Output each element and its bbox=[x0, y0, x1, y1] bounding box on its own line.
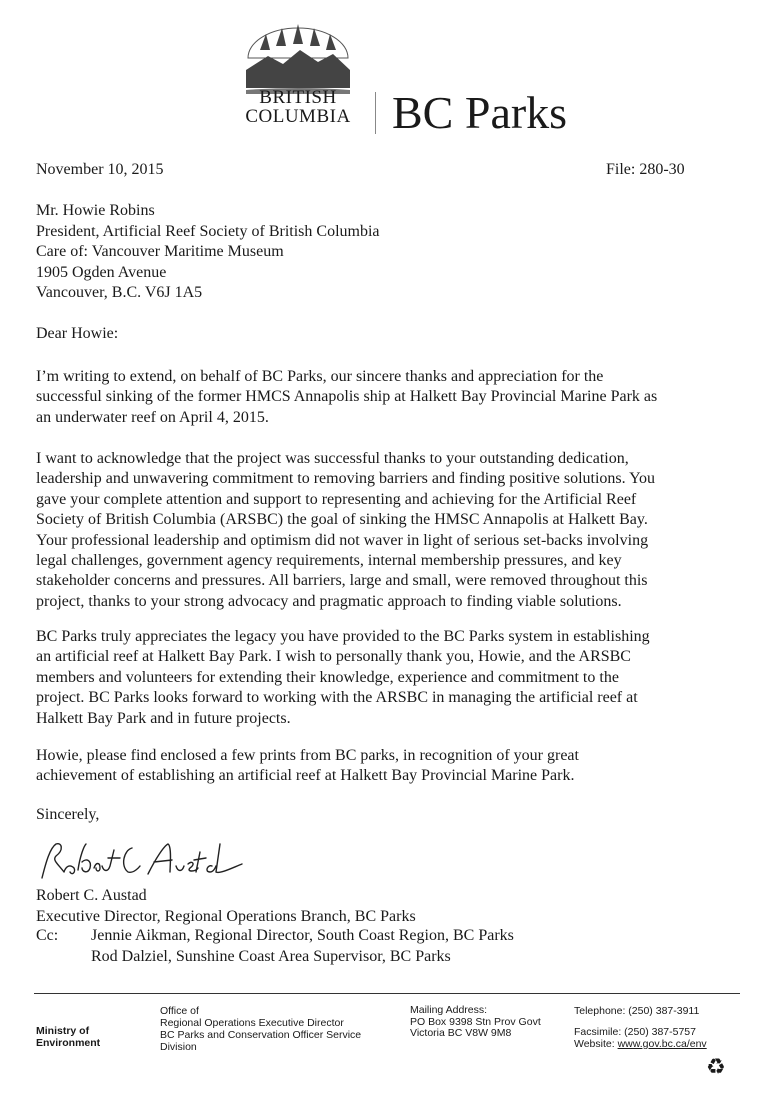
text-line: project, thanks to your strong advocacy and pragmatic approach to finding viable solutions. bbox=[36, 592, 622, 610]
text-line: Society of British Columbia (ARSBC) the goal of sinking the HMSC Annapolis at Halkett Bay. bbox=[36, 511, 648, 529]
text-line: an underwater reef on April 4, 2015. bbox=[36, 408, 269, 426]
recipient-line: Vancouver, B.C. V6J 1A5 bbox=[36, 284, 203, 301]
text-line: legal challenges, government agency requirements, internal membership pressures, and key bbox=[36, 552, 622, 570]
text-line: leadership and unwavering commitment to removing barriers and finding positive solutions. You bbox=[36, 470, 656, 488]
mailing-line: Victoria BC V8W 9M8 bbox=[410, 1027, 512, 1039]
cc-recipient: Rod Dalziel, Sunshine Coast Area Supervisor, BC Parks bbox=[91, 947, 451, 965]
cc-recipient: Jennie Aikman, Regional Director, South Coast Region, BC Parks bbox=[91, 927, 514, 944]
salutation: Dear Howie: bbox=[36, 325, 119, 342]
agency-name: BC Parks bbox=[392, 87, 568, 138]
recipient-line: President, Artificial Reef Society of British Columbia bbox=[36, 222, 380, 240]
text-line: members and volunteers for extending their knowledge, experience and commitment to the bbox=[36, 668, 619, 686]
text-line: successful sinking of the former HMCS Annapolis ship at Halkett Bay Provincial Marine Park as bbox=[36, 388, 658, 406]
signer-name: Robert C. Austad bbox=[36, 887, 147, 904]
office-line: BC Parks and Conservation Officer Service bbox=[160, 1029, 362, 1041]
cc-list bbox=[91, 926, 514, 967]
recycle-icon: ♻ bbox=[706, 1054, 726, 1079]
body-paragraph-4 bbox=[36, 746, 736, 787]
ministry-line: Ministry of bbox=[36, 1025, 90, 1037]
office-info bbox=[160, 1005, 361, 1053]
website-row bbox=[574, 1038, 707, 1050]
letter-date: November 10, 2015 bbox=[36, 161, 164, 178]
footer-rule bbox=[34, 993, 740, 994]
body-paragraph-1 bbox=[36, 367, 736, 428]
province-line1: BRITISH bbox=[259, 87, 337, 108]
text-line: I’m writing to extend, on behalf of BC Parks, our sincere thanks and appreciation for the bbox=[36, 368, 604, 385]
office-line: Regional Operations Executive Director bbox=[160, 1017, 344, 1029]
text-line: achievement of establishing an artificial reef at Halkett Bay Provincial Marine Park. bbox=[36, 767, 575, 785]
mailing-address bbox=[410, 1005, 541, 1040]
recipient-line: 1905 Ogden Avenue bbox=[36, 263, 167, 281]
text-line: an artificial reef at Halkett Bay Park. I wish to personally thank you, Howie, and the ARSBC bbox=[36, 648, 631, 666]
body-paragraph-3 bbox=[36, 627, 736, 729]
handwritten-signature bbox=[36, 838, 246, 884]
recipient-address bbox=[36, 201, 380, 304]
signer-title: Executive Director, Regional Operations Branch, BC Parks bbox=[36, 907, 416, 925]
file-number: File: 280-30 bbox=[606, 161, 685, 178]
cc-label: Cc: bbox=[36, 927, 59, 944]
text-line: Howie, please find enclosed a few prints from BC parks, in recognition of your great bbox=[36, 747, 579, 764]
contact-info bbox=[574, 1005, 707, 1050]
facsimile: Facsimile: (250) 387-5757 bbox=[574, 1026, 696, 1038]
text-line: I want to acknowledge that the project was successful thanks to your outstanding dedication, bbox=[36, 450, 629, 467]
ministry-line: Environment bbox=[36, 1037, 101, 1049]
telephone: Telephone: (250) 387-3911 bbox=[574, 1005, 700, 1017]
website-label: Website: bbox=[574, 1038, 618, 1050]
signer-block bbox=[36, 886, 416, 927]
text-line: Your professional leadership and optimism did not waver in light of serious set-backs involving bbox=[36, 531, 649, 549]
text-line: gave your complete attention and support to representing and achieving for the Artificial Reef bbox=[36, 490, 637, 508]
text-line: stakeholder concerns and pressures. All barriers, large and small, were removed throughout this bbox=[36, 572, 648, 590]
office-line: Office of bbox=[160, 1005, 199, 1017]
province-name bbox=[222, 88, 374, 126]
mailing-line: Mailing Address: bbox=[410, 1004, 488, 1016]
mailing-line: PO Box 9398 Stn Prov Govt bbox=[410, 1015, 541, 1028]
text-line: BC Parks truly appreciates the legacy you have provided to the BC Parks system in establishing bbox=[36, 628, 650, 645]
text-line: Halkett Bay Park and in future projects. bbox=[36, 709, 291, 727]
text-line: project. BC Parks looks forward to working with the ARSBC in managing the artificial reef at bbox=[36, 689, 638, 707]
website-link[interactable]: www.gov.bc.ca/env bbox=[617, 1038, 707, 1050]
body-paragraph-2 bbox=[36, 449, 736, 612]
closing: Sincerely, bbox=[36, 806, 100, 823]
office-line: Division bbox=[160, 1041, 197, 1053]
letterhead-divider bbox=[375, 92, 376, 134]
recipient-line: Mr. Howie Robins bbox=[36, 202, 155, 219]
ministry-name bbox=[36, 1025, 100, 1049]
recipient-line: Care of: Vancouver Maritime Museum bbox=[36, 243, 284, 260]
province-line2: COLUMBIA bbox=[245, 106, 351, 127]
